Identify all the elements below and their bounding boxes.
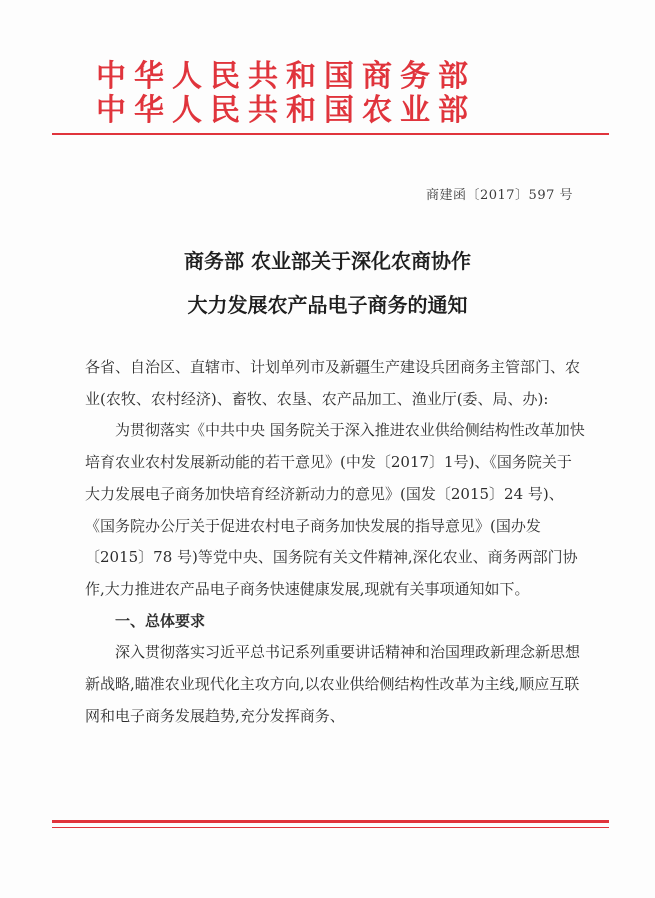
letterhead-line-commerce: 中华人民共和国商务部 xyxy=(96,59,476,94)
body-paragraph: 深入贯彻落实习近平总书记系列重要讲话精神和治国理政新理念新思想新战略,瞄准农业现代化主攻方向,以农业供给侧结构性改革为主线,顺应互联网和电子商务发展趋势,充分发挥商务、 xyxy=(85,643,581,725)
salutation: 各省、自治区、直辖市、计划单列市及新疆生产建设兵团商务主管部门、农业(农牧、农村经济)、畜牧、农垦、农产品加工、渔业厅(委、局、办): xyxy=(85,358,581,408)
letterhead-divider xyxy=(52,133,609,135)
document-title-line-2: 大力发展农产品电子商务的通知 xyxy=(187,293,468,317)
document-body xyxy=(85,352,585,732)
footer-divider-thick xyxy=(52,820,609,823)
letterhead-line-agriculture: 中华人民共和国农业部 xyxy=(96,93,476,128)
section-heading: 一、总体要求 xyxy=(115,611,206,630)
document-number: 商建函〔2017〕597 号 xyxy=(425,188,573,203)
footer-divider-thin xyxy=(52,827,609,828)
document-title-line-1: 商务部 农业部关于深化农商协作 xyxy=(184,249,471,273)
body-paragraph: 为贯彻落实《中共中央 国务院关于深入推进农业供给侧结构性改革加快培育农业农村发展新动能的若干意见》(中发〔2017〕1号)、《国务院关于大力发展电子商务加快培育经济新动力的意见》(国发〔2015〕24 号)、《国务院办公厅关于促进农村电子商务加快发展的指导意见》(国办发〔2015〕78 号)等党中央、国务院有关文件精神,深化农业、商务两部门协作,大力推进农产品电子商务快速健康发展,现就有关事项通知如下。 xyxy=(85,421,585,598)
letterhead xyxy=(96,60,556,128)
